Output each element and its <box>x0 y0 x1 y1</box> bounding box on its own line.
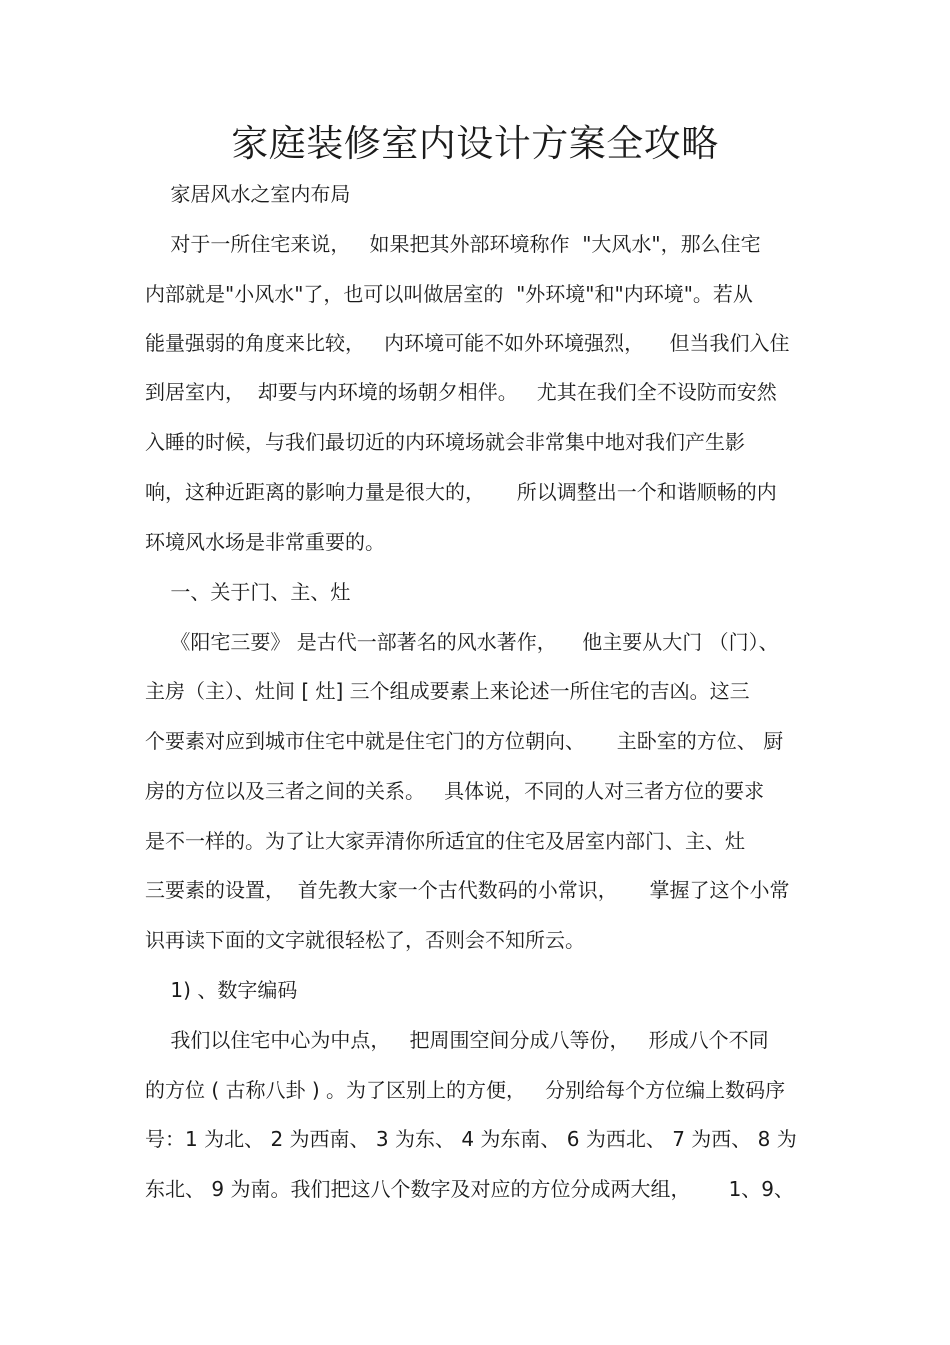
paragraph-line: 三要素的设置， 首先教大家一个古代数码的小常识， 掌握了这个小常 <box>145 878 790 902</box>
paragraph-line: 环境风水场是非常重要的。 <box>145 530 385 554</box>
paragraph-line: 到居室内， 却要与内环境的场朝夕相伴。 尤其在我们全不设防而安然 <box>145 380 777 404</box>
subsection-heading: 1) 、数字编码 <box>145 978 298 1002</box>
paragraph-line: 东北、 9 为南。我们把这八个数字及对应的方位分成两大组， 1、9、 <box>145 1177 795 1201</box>
paragraph-line: 主房（主）、灶间 [ 灶] 三个组成要素上来论述一所住宅的吉凶。这三 <box>145 679 750 703</box>
subtitle-line: 家居风水之室内布局 <box>145 182 351 206</box>
paragraph-line: 对于一所住宅来说， 如果把其外部环境称作 "大风水"，那么住宅 <box>145 232 761 256</box>
document-title: 家庭装修室内设计方案全攻略 <box>231 122 719 165</box>
paragraph-line: 能量强弱的角度来比较， 内环境可能不如外环境强烈， 但当我们入住 <box>145 331 790 355</box>
paragraph-line: 响，这种近距离的影响力量是很大的， 所以调整出一个和谐顺畅的内 <box>145 480 777 504</box>
paragraph-line: 个要素对应到城市住宅中就是住宅门的方位朝向、 主卧室的方位、 厨 <box>145 729 784 753</box>
paragraph-line: 入睡的时候，与我们最切近的内环境场就会非常集中地对我们产生影 <box>145 430 745 454</box>
paragraph-line: 房的方位以及三者之间的关系。 具体说，不同的人对三者方位的要求 <box>145 779 765 803</box>
paragraph-line: 是不一样的。为了让大家弄清你所适宜的住宅及居室内部门、主、灶 <box>145 829 745 853</box>
section-heading: 一、关于门、主、灶 <box>145 580 351 604</box>
paragraph-line: 号：1 为北、 2 为西南、 3 为东、 4 为东南、 6 为西北、 7 为西、 8 为 <box>145 1127 797 1151</box>
paragraph-line: 内部就是"小风水"了，也可以叫做居室的 "外环境"和"内环境"。若从 <box>145 282 753 306</box>
paragraph-line: 《阳宅三要》 是古代一部著名的风水著作， 他主要从大门 （门）、 <box>145 630 779 654</box>
paragraph-line: 我们以住宅中心为中点， 把周围空间分成八等份， 形成八个不同 <box>145 1028 769 1052</box>
paragraph-line: 的方位 ( 古称八卦 ) 。为了区别上的方便， 分别给每个方位编上数码序 <box>145 1078 786 1102</box>
paragraph-line: 识再读下面的文字就很轻松了，否则会不知所云。 <box>145 928 585 952</box>
